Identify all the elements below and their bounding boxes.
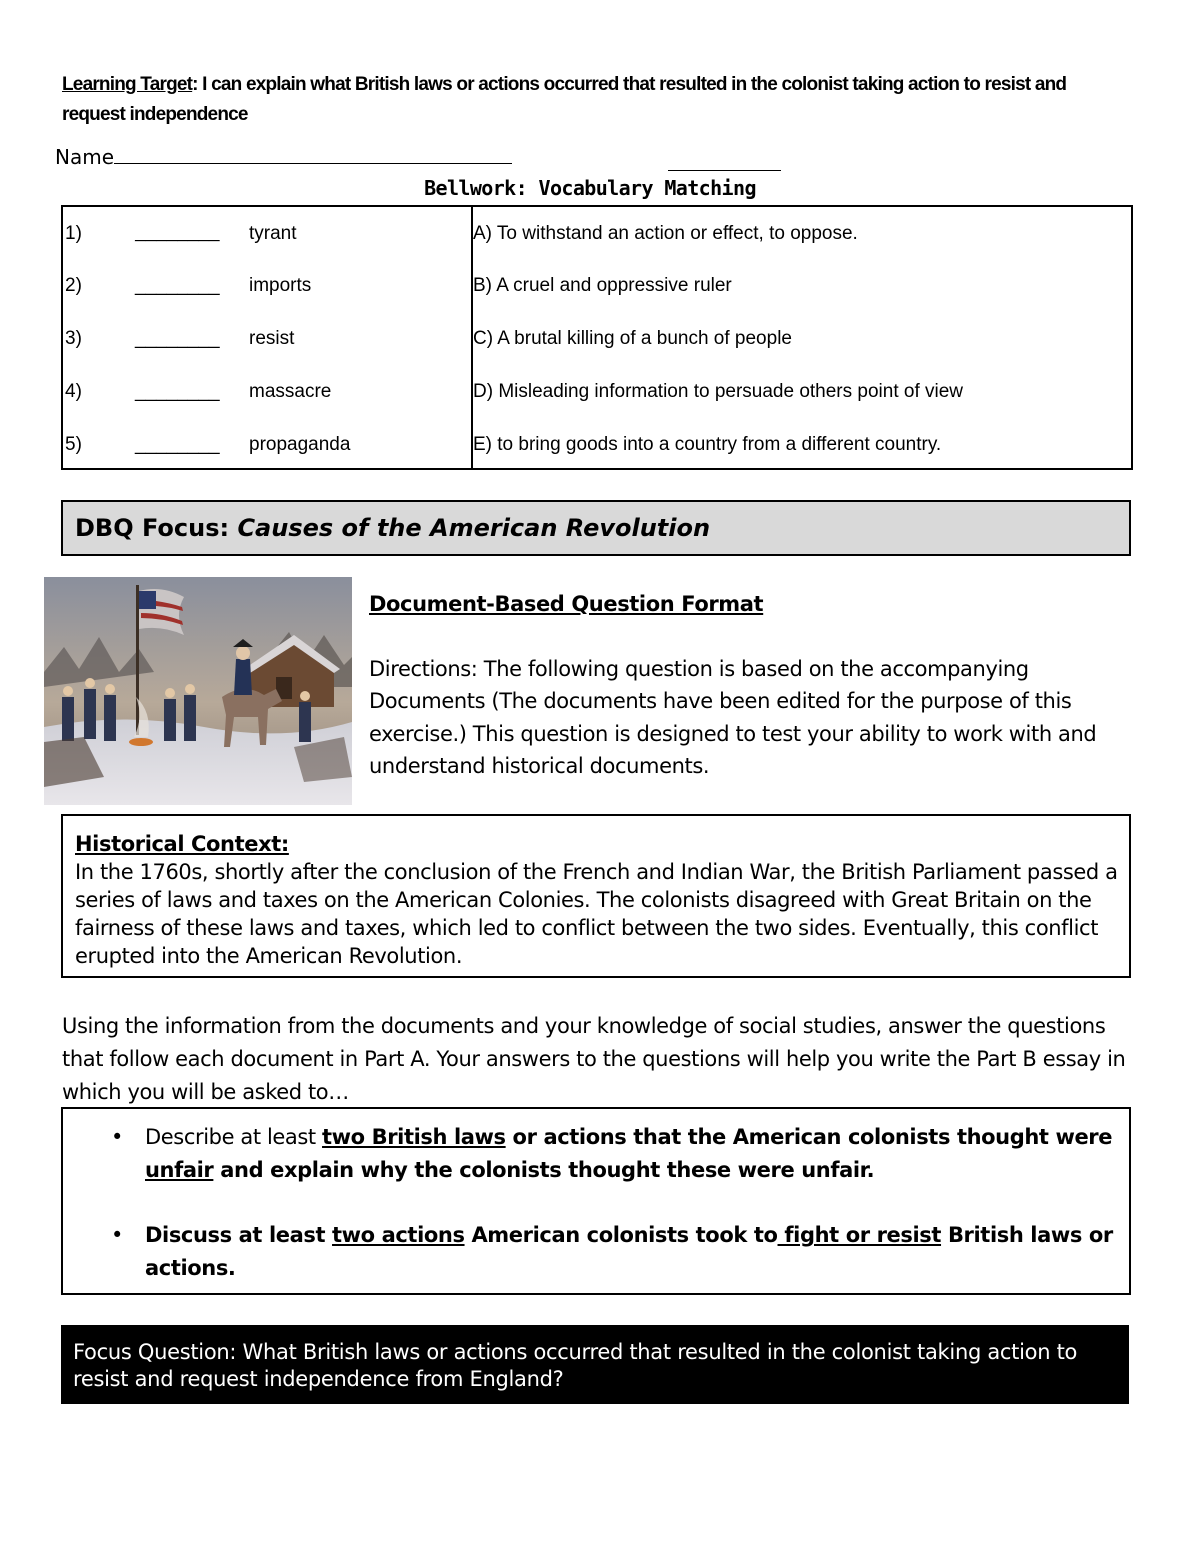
vocab-definition: E) to bring goods into a country from a different country.	[473, 434, 942, 455]
dbq-directions: Directions: The following question is based on the accompanying Documents (The documents have been edited for the purpose of this exercise.) This question is designed to test your ability to work with and understand historical documents.	[369, 656, 1097, 778]
task-item	[111, 1219, 1115, 1285]
learning-target-label: Learning Target	[62, 74, 193, 95]
vocab-term: tyrant	[249, 223, 297, 244]
vocab-row	[63, 434, 1131, 474]
date-blank[interactable]	[668, 170, 781, 171]
dbq-format-section	[369, 588, 1139, 783]
vocab-definition: C) A brutal killing of a bunch of people	[473, 328, 792, 349]
vocab-number: 4)	[65, 381, 82, 402]
vocab-number: 2)	[65, 275, 82, 296]
dbq-focus-banner	[61, 500, 1131, 556]
historical-context-text: In the 1760s, shortly after the conclusion of the French and Indian War, the British Parliament passed a series of laws and taxes on the American Colonies. The colonists disagreed with Great Britain on the fairness of these laws and taxes, which led to conflict between the two sides. Eventually, this conflict erupted into the American Revolution.	[75, 860, 1118, 968]
dbq-focus-title: Causes of the American Revolution	[237, 514, 711, 542]
learning-target-text: : I can explain what British laws or actions occurred that resulted in the colonist taking action to resist and request independence	[62, 74, 1067, 125]
dbq-focus-prefix: DBQ Focus:	[75, 514, 238, 542]
dbq-format-heading: Document-Based Question Format	[369, 592, 764, 616]
focus-question-text: Focus Question: What British laws or actions occurred that resulted in the colonist taking action to resist and request independence from England?	[73, 1340, 1078, 1391]
vocab-term: resist	[249, 328, 295, 349]
historical-context-heading: Historical Context:	[75, 832, 289, 856]
vocab-blank[interactable]: ________	[135, 434, 220, 455]
vocab-term: propaganda	[249, 434, 351, 455]
name-field	[55, 143, 512, 169]
task-text: unfair	[145, 1158, 214, 1182]
task-text: American colonists took to	[464, 1223, 778, 1247]
vocab-row	[63, 223, 1131, 263]
task-text: fight or resist	[777, 1223, 942, 1247]
focus-question-box	[61, 1325, 1129, 1404]
historical-context-box	[61, 814, 1131, 978]
name-blank[interactable]	[114, 143, 512, 164]
vocab-term: massacre	[249, 381, 332, 402]
vocab-definition: D) Misleading information to persuade others point of view	[473, 381, 964, 402]
task-text: Discuss at least	[145, 1223, 333, 1247]
instructions-text: Using the information from the documents and your knowledge of social studies, answer the questions that follow each document in Part A. Your answers to the questions will help you write the Part B essay in which you will be asked to…	[62, 1014, 1126, 1104]
vocab-term: imports	[249, 275, 312, 296]
task-text: Describe at least	[145, 1125, 323, 1149]
name-label: Name	[55, 145, 115, 169]
vocab-blank[interactable]: ________	[135, 328, 220, 349]
vocab-number: 1)	[65, 223, 82, 244]
vocab-row	[63, 328, 1131, 368]
vocab-table	[61, 205, 1133, 470]
vocab-blank[interactable]: ________	[135, 381, 220, 402]
task-text: and explain why the colonists thought these were unfair.	[213, 1158, 875, 1182]
task-text: or actions that the American colonists thought were	[505, 1125, 1113, 1149]
vocab-number: 3)	[65, 328, 82, 349]
vocab-blank[interactable]: ________	[135, 275, 220, 296]
task-text: British laws or actions.	[145, 1223, 1113, 1280]
vocab-number: 5)	[65, 434, 82, 455]
essay-tasks-box	[61, 1107, 1131, 1295]
task-item	[111, 1121, 1115, 1187]
bullet-icon: •	[111, 1125, 123, 1149]
vocab-definition: A) To withstand an action or effect, to oppose.	[473, 223, 858, 244]
painting-image	[44, 577, 352, 805]
bellwork-title: Bellwork: Vocabulary Matching	[424, 176, 756, 200]
vocab-definition: B) A cruel and oppressive ruler	[473, 275, 732, 296]
task-text: two British laws	[322, 1125, 506, 1149]
task-text: two actions	[332, 1223, 465, 1247]
vocab-blank[interactable]: ________	[135, 223, 220, 244]
learning-target	[62, 70, 1132, 130]
bullet-icon: •	[111, 1223, 123, 1247]
vocab-row	[63, 381, 1131, 421]
vocab-row	[63, 275, 1131, 315]
